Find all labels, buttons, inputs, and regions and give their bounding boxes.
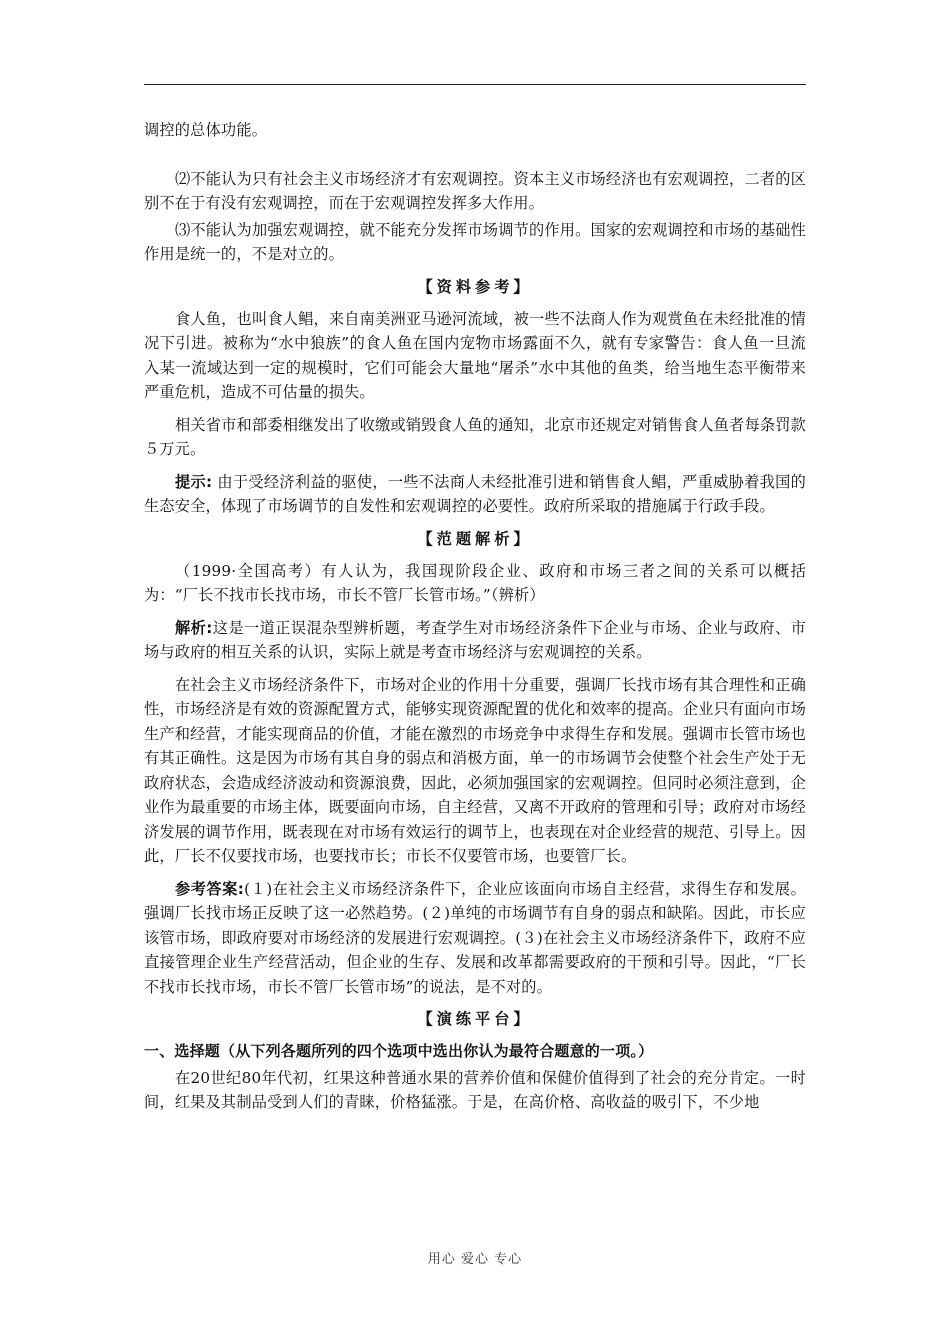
paragraph-answer [144,877,806,1000]
analysis-text: 这是一道正误混杂型辨析题，考查学生对市场经济条件下企业与市场、企业与政府、市场与政府的相互关系的认识，实际上就是考查市场经济与宏观调控的关系。 [144,618,806,661]
paragraph-point-3: ⑶不能认为加强宏观调控，就不能充分发挥市场调节的作用。国家的宏观调控和市场的基础性作用是统一的，不是对立的。 [144,220,806,263]
document-body [144,118,806,1115]
paragraph-point-2: ⑵不能认为只有社会主义市场经济才有宏观调控。资本主义市场经济也有宏观调控，二者的区别不在于有没有宏观调控，而在于宏观调控发挥多大作用。 [144,169,806,212]
hint-text: 由于受经济利益的驱使，一些不法商人未经批准引进和销售食人鲳，严重威胁着我国的生态安全，体现了市场调节的自发性和宏观调控的必要性。政府所采取的措施属于行政手段。 [144,472,806,515]
paragraph-piranha: 食人鱼，也叫食人鲳，来自南美洲亚马逊河流域，被一些不法商人作为观赏鱼在未经批准的情况下引进。被称为“水中狼族”的食人鱼在国内宠物市场露面不久，就有专家警告：食人鱼一旦流入某一流域达到一定的规模时，它们可能会大量地“屠杀”水中其他的鱼类，给当地生态平衡带来严重危机，造成不可估量的损失。 [144,309,806,401]
section-heading-example: 【范题解析】 [417,529,533,548]
section-heading-reference: 【资料参考】 [417,277,533,296]
answer-text: (１)在社会主义市场经济条件下，企业应该面向市场自主经营，求得生存和发展。强调厂长找市场正反映了这一必然趋势。(２)单纯的市场调节有自身的弱点和缺陷。因此，市长应该管市场，即政府要对市场经济的发展进行宏观调控。(３)在社会主义市场经济条件下，政府不应直接管理企业生产经营活动，但企业的生存、发展和改革都需要政府的干预和引导。因此，“厂长不找市长找市场，市长不管厂长管市场”的说法，是不对的。 [144,879,806,996]
page-footer: 用心 爱心 专心 [427,1252,523,1267]
paragraph-regulation: 相关省市和部委相继发出了收缴或销毁食人鱼的通知，北京市还规定对销售食人鱼者每条罚款５万元。 [144,415,806,458]
paragraph-question-intro: 在20世纪80年代初，红果这种普通水果的营养价值和保健价值得到了社会的充分肯定。一时间，红果及其制品受到人们的青睐，价格猛涨。于是，在高价格、高收益的吸引下，不少地 [144,1068,806,1111]
paragraph-hint [144,470,806,519]
paragraph-question: （1999·全国高考）有人认为，我国现阶段企业、政府和市场三者之间的关系可以概括为：“厂长不找市长找市场，市长不管厂长管市场。”（辨析） [144,561,806,604]
paragraph-continuation: 调控的总体功能。 [144,121,268,139]
section-choice-questions: 一、选择题（从下列各题所列的四个选项中选出你认为最符合题意的一项。） [144,1042,654,1060]
paragraph-analysis [144,616,806,665]
header-rule [144,84,806,85]
paragraph-analysis-body: 在社会主义市场经济条件下，市场对企业的作用十分重要，强调厂长找市场有其合理性和正确性，市场经济是有效的资源配置方式，能够实现资源配置的优化和效率的提高。企业只有面向市场生产和经营，才能实现商品的价值，才能在激烈的市场竞争中求得生存和发展。强调市长管市场也有其正确性。这是因为市场有其自身的弱点和消极方面，单一的市场调节会使整个社会生产处于无政府状态，会造成经济波动和资源浪费，因此，必须加强国家的宏观调控。但同时必须注意到，企业作为最重要的市场主体，既要面向市场，自主经营，又离不开政府的管理和引导；政府对市场经济发展的调节作用，既表现在对市场有效运行的调节上，也表现在对企业经营的规范、引导上。因此，厂长不仅要找市场，也要找市长；市长不仅要管市场，也要管厂长。 [144,675,806,865]
answer-label: 参考答案: [175,879,245,898]
hint-label: 提示: [175,472,213,491]
analysis-label: 解析: [175,618,213,637]
section-heading-practice: 【演练平台】 [417,1010,533,1028]
